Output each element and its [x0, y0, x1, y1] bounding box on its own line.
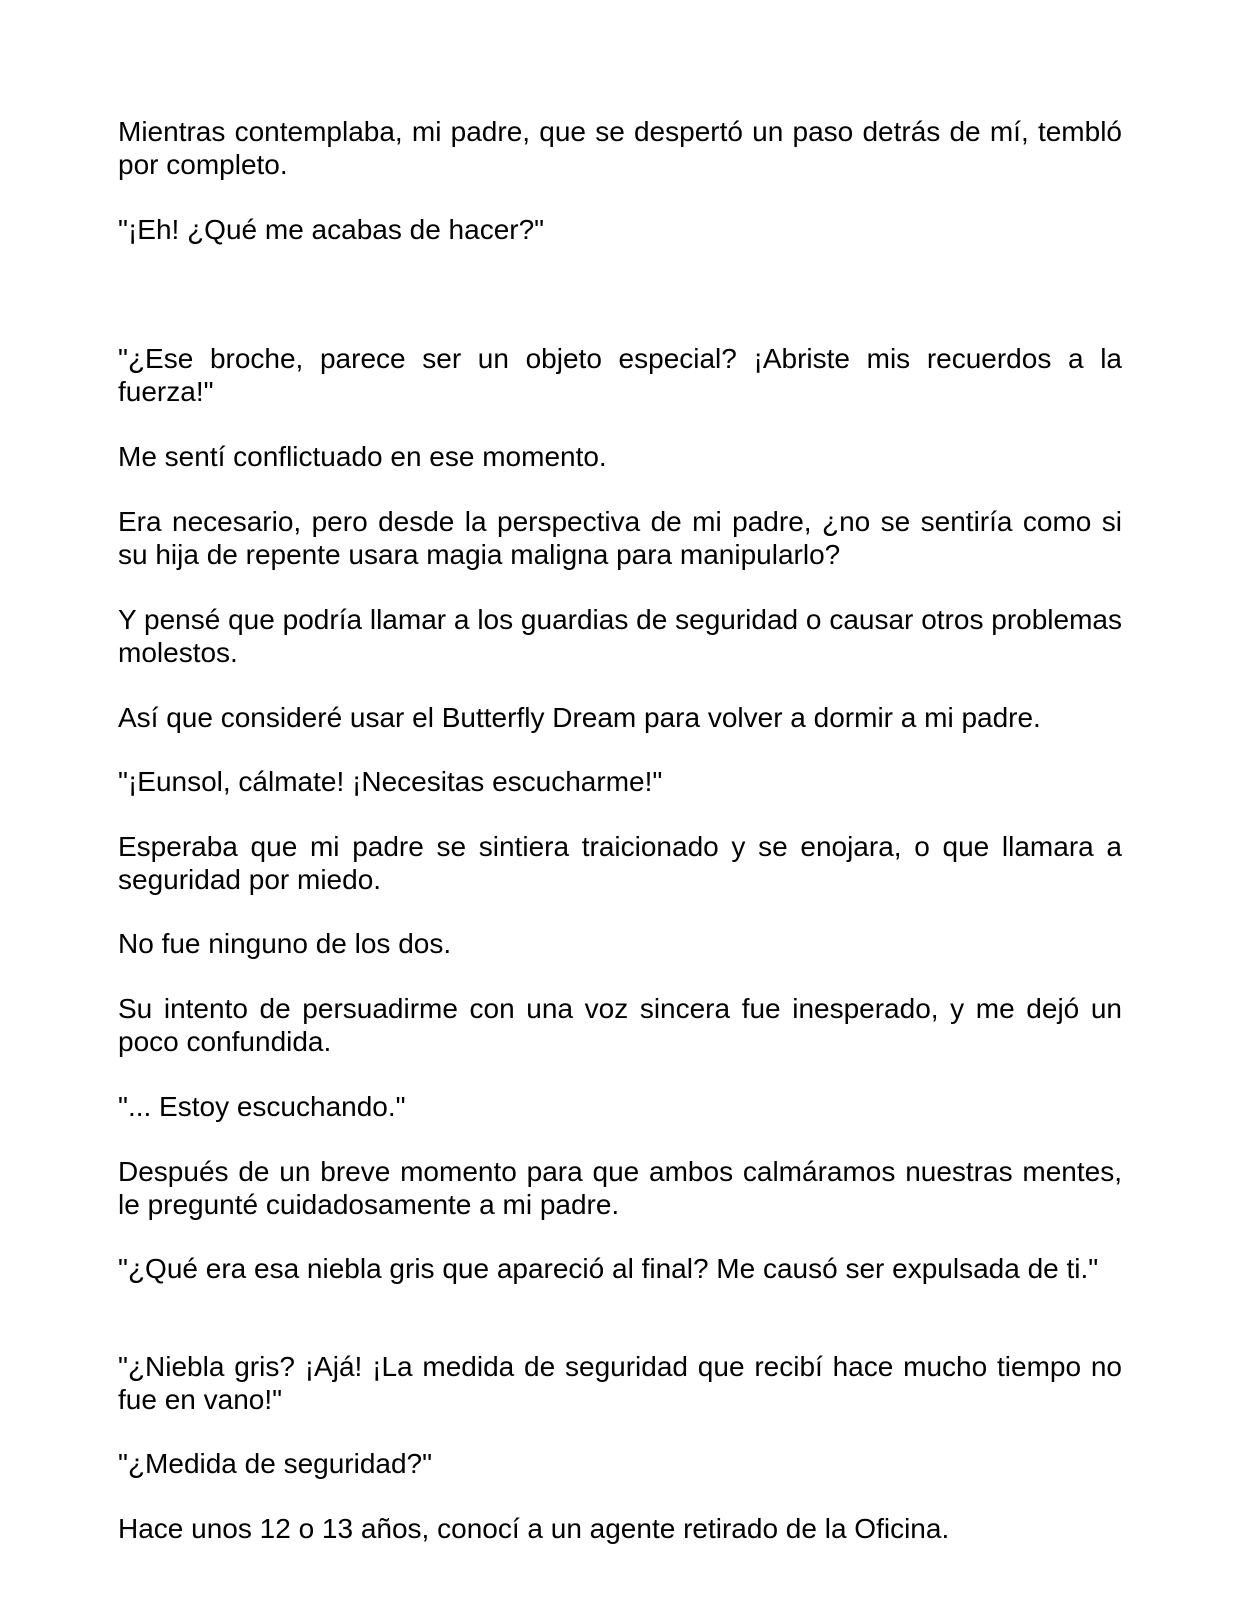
paragraph: Esperaba que mi padre se sintiera traicionado y se enojara, o que llamara a seguridad por miedo. — [118, 831, 1122, 895]
paragraph: "... Estoy escuchando." — [118, 1091, 406, 1122]
paragraph: Era necesario, pero desde la perspectiva de mi padre, ¿no se sentiría como si su hija de repente usara magia maligna para manipularlo? — [118, 506, 1122, 570]
paragraph: "¡Eunsol, cálmate! ¡Necesitas escucharme!" — [118, 766, 663, 797]
paragraph: "¿Qué era esa niebla gris que apareció al final? Me causó ser expulsada de ti." — [118, 1253, 1099, 1284]
paragraph: No fue ninguno de los dos. — [118, 928, 452, 959]
paragraph: Su intento de persuadirme con una voz sincera fue inesperado, y me dejó un poco confundida. — [118, 993, 1122, 1057]
paragraph: Mientras contemplaba, mi padre, que se despertó un paso detrás de mí, tembló por completo. — [118, 116, 1122, 180]
paragraph: Así que consideré usar el Butterfly Dream para volver a dormir a mi padre. — [118, 702, 1041, 733]
paragraph: "¿Niebla gris? ¡Ajá! ¡La medida de seguridad que recibí hace mucho tiempo no fue en vano!" — [118, 1351, 1122, 1415]
paragraph: "¿Medida de seguridad?" — [118, 1448, 433, 1479]
paragraph: Y pensé que podría llamar a los guardias de seguridad o causar otros problemas molestos. — [118, 604, 1122, 668]
paragraph: "¿Ese broche, parece ser un objeto especial? ¡Abriste mis recuerdos a la fuerza!" — [118, 343, 1122, 407]
paragraph: "¡Eh! ¿Qué me acabas de hacer?" — [118, 214, 545, 245]
paragraph: Después de un breve momento para que ambos calmáramos nuestras mentes, le pregunté cuidadosamente a mi padre. — [118, 1156, 1122, 1220]
paragraph: Hace unos 12 o 13 años, conocí a un agente retirado de la Oficina. — [118, 1513, 950, 1544]
paragraph: Me sentí conflictuado en ese momento. — [118, 441, 607, 472]
